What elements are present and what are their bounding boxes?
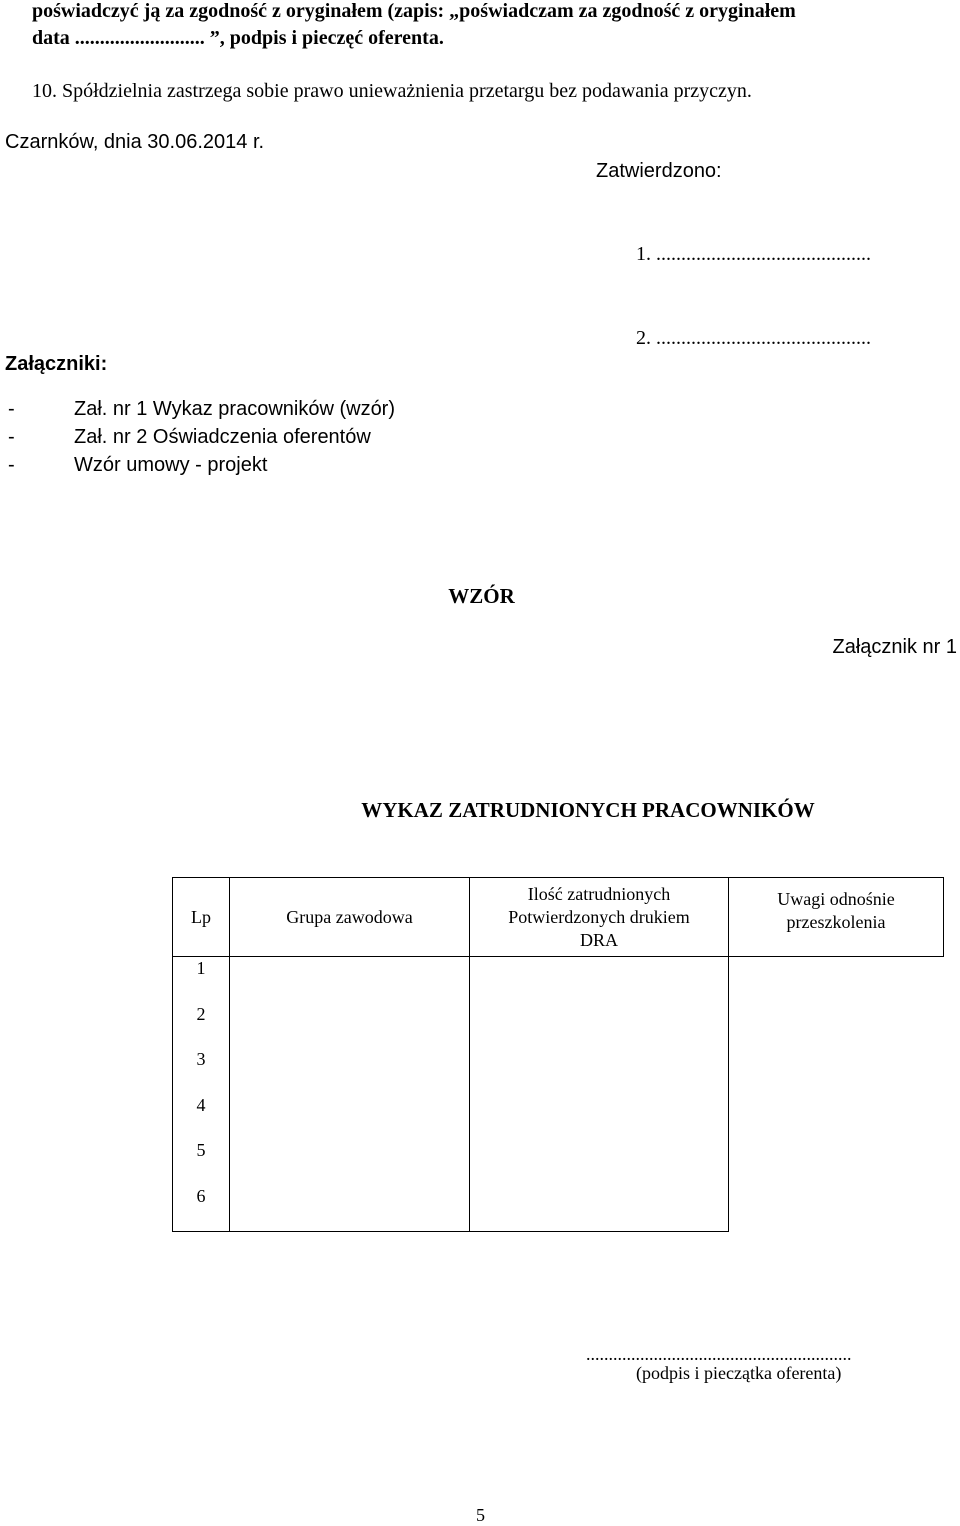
attachment-label: Wzór umowy - projekt [74, 454, 268, 476]
intro-line-2: data .......................... ”, podpis i pieczęć oferenta. [32, 27, 444, 49]
intro-line-1: poświadczyć ją za zgodność z oryginałem (zapis: „poświadczam za zgodność z oryginałem [32, 0, 796, 22]
annex-number: Załącznik nr 1 [832, 636, 957, 658]
signature-caption: (podpis i pieczątka oferenta) [636, 1363, 842, 1383]
page-number: 5 [476, 1505, 485, 1525]
attachment-item-1 [8, 398, 395, 421]
place-and-date: Czarnków, dnia 30.06.2014 r. [5, 131, 265, 153]
attachment-item-2 [8, 426, 371, 449]
lp-number: 4 [196, 1094, 206, 1115]
lp-list [173, 957, 229, 1230]
attachments-heading: Załączniki: [5, 353, 108, 375]
header-notes: Uwagi odnośnie przeszkolenia [729, 878, 944, 957]
staff-list-title: WYKAZ ZATRUDNIONYCH PRACOWNIKÓW [361, 798, 815, 822]
lp-number: 2 [196, 1003, 206, 1024]
lp-cell [173, 957, 230, 1232]
point-10-text: 10. Spółdzielnia zastrzega sobie prawo unieważnienia przetargu bez podawania przyczyn. [32, 80, 752, 102]
lp-number: 3 [196, 1049, 206, 1069]
lp-number: 5 [196, 1140, 206, 1160]
count-cell [470, 957, 729, 1232]
attachment-label: Zał. nr 1 Wykaz pracowników (wzór) [74, 398, 396, 420]
approval-signature-2: 2. ........................................... [636, 327, 871, 349]
signature-line: ........................................................... [586, 1344, 852, 1364]
lp-number: 1 [196, 958, 206, 978]
header-group: Grupa zawodowa [230, 878, 470, 957]
template-label: WZÓR [448, 584, 515, 608]
group-cell [230, 957, 470, 1232]
attachment-item-3 [8, 454, 267, 477]
header-count: Ilość zatrudnionych Potwierdzonych drukiem DRA [470, 878, 729, 957]
table-body-row [173, 957, 944, 1232]
list-dash: - [8, 398, 15, 420]
staff-table [172, 877, 944, 1232]
lp-number: 6 [196, 1185, 206, 1206]
approval-signature-1: 1. ........................................... [636, 243, 871, 265]
approval-label: Zatwierdzono: [596, 160, 722, 182]
attachment-label: Zał. nr 2 Oświadczenia oferentów [74, 426, 371, 448]
list-dash: - [8, 426, 15, 448]
header-lp: Lp [173, 878, 230, 957]
table-header-row [173, 878, 944, 957]
list-dash: - [8, 454, 15, 476]
notes-cell [729, 957, 944, 1232]
